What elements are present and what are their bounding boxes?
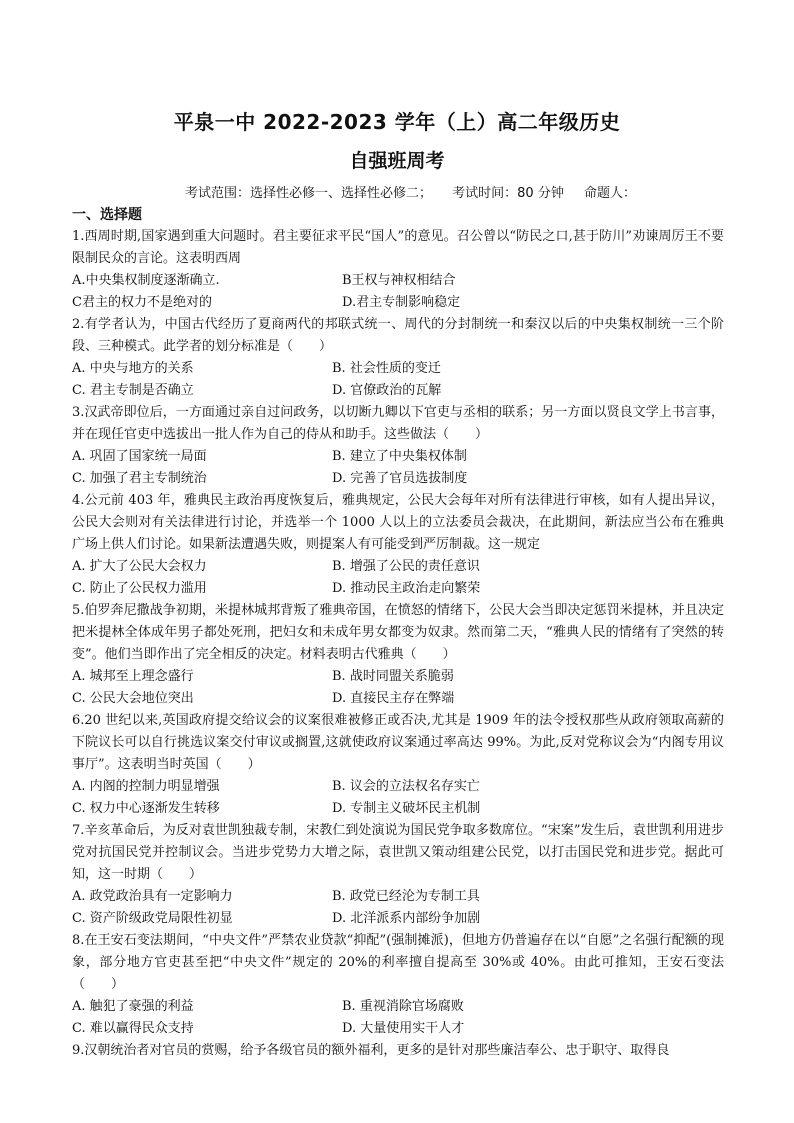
exam-scope: 考试范围：选择性必修一、选择性必修二； [185, 186, 433, 201]
option-a: A. 触犯了豪强的利益 [72, 999, 194, 1014]
question-4 [72, 490, 724, 600]
question-options [72, 666, 724, 710]
option-a: A. 中央与地方的关系 [72, 361, 194, 376]
question-7 [72, 820, 724, 930]
option-b: B. 重视消除官场腐败 [342, 999, 464, 1014]
option-b: B王权与神权相结合 [342, 273, 456, 288]
exam-title: 平泉一中 2022-2023 学年（上）高二年级历史 [173, 110, 621, 134]
option-b: B. 社会性质的变迁 [332, 361, 441, 376]
question-6 [72, 710, 724, 820]
option-c: C. 加强了君主专制统治 [72, 471, 207, 486]
question-9 [72, 1040, 724, 1062]
option-a: A.中央集权制度逐渐确立. [72, 273, 220, 288]
option-b: B. 战时同盟关系脆弱 [332, 669, 454, 684]
option-c: C君主的权力不是绝对的 [72, 295, 212, 310]
question-1 [72, 226, 724, 314]
question-options [72, 446, 724, 490]
option-b: B. 议会的立法权名存实亡 [332, 779, 480, 794]
question-stem: 8.在王安石变法期间，“中央文件”严禁农业贷款“抑配”(强制摊派)，但地方仍普遍存在以“自愿”之名强行配额的现象，部分地方官吏甚至把“中央文件”规定的 20%的利率擅自提高至 30%或 40%。由此可推知，王安石变法（ ） [72, 933, 724, 992]
option-d: D. 完善了官员选拔制度 [332, 471, 468, 486]
option-d: D. 官僚政治的瓦解 [332, 383, 442, 398]
question-stem: 2.有学者认为，中国古代经历了夏商两代的邦联式统一、周代的分封制统一和秦汉以后的中央集权制统一三个阶段、三种模式。此学者的划分标准是（ ） [72, 317, 724, 354]
option-d: D.君主专制影响稳定 [342, 295, 461, 310]
question-options [72, 776, 724, 820]
option-d: D. 大量使用实干人才 [342, 1021, 465, 1036]
option-a: A. 内阁的控制力明显增强 [72, 779, 220, 794]
option-b: B. 建立了中央集权体制 [332, 449, 467, 464]
option-c: C. 公民大会地位突出 [72, 691, 194, 706]
question-options [72, 270, 724, 314]
question-3 [72, 402, 724, 490]
question-stem: 4.公元前 403 年，雅典民主政治再度恢复后，雅典规定，公民大会每年对所有法律进行审核，如有人提出异议，公民大会则对有关法律进行讨论，并选举一个 1000 人以上的立法委员会裁决，在此期间，新法应当公布在雅典广场上供人们讨论。如果新法遭遇失败，则提案人有可能受到严厉制裁。这一规定 [72, 493, 724, 552]
question-stem: 1.西周时期,国家遇到重大问题时。君主要征求平民“国人”的意见。召公曾以“防民之口,甚于防川”劝谏周厉王不要限制民众的言论。这表明西周 [72, 229, 724, 266]
exam-subtitle: 自强班周考 [349, 150, 445, 172]
option-a: A. 城邦至上理念盛行 [72, 669, 194, 684]
option-b: B. 政党已经沦为专制工具 [332, 889, 480, 904]
question-2 [72, 314, 724, 402]
question-options [72, 996, 724, 1040]
section-title: 一、选择题 [72, 207, 142, 223]
option-a: A. 政党政治具有一定影响力 [72, 889, 233, 904]
option-a: A. 扩大了公民大会权力 [72, 559, 207, 574]
option-b: B. 增强了公民的责任意识 [332, 559, 480, 574]
question-options [72, 886, 724, 930]
option-d: D. 直接民主存在弊端 [332, 691, 455, 706]
option-c: C. 资产阶级政党局限性初显 [72, 911, 233, 926]
option-d: D. 北洋派系内部纷争加剧 [332, 911, 481, 926]
option-c: C. 难以赢得民众支持 [72, 1021, 194, 1036]
question-stem: 5.伯罗奔尼撒战争初期，米提林城邦背叛了雅典帝国，在愤怒的情绪下，公民大会当即决定惩罚米提林，并且决定把米提林全体成年男子都处死刑，把妇女和未成年男女都变为奴隶。然而第二天，“雅典人民的情绪有了突然的转变”。他们当即作出了完全相反的决定。材料表明古代雅典（ ） [72, 603, 724, 662]
question-stem: 7.辛亥革命后，为反对袁世凯独裁专制，宋教仁到处演说为国民党争取多数席位。“宋案”发生后，袁世凯利用进步党对抗国民党并控制议会。当进步党势力大增之际，袁世凯又策动组建公民党，以打击国民党和进步党。据此可知，这一时期（ ） [72, 823, 724, 882]
question-8 [72, 930, 724, 1040]
exam-author: 命题人： [583, 186, 636, 201]
exam-time: 考试时间：80 分钟 [452, 186, 564, 201]
question-stem: 9.汉朝统治者对官员的赏赐，给予各级官员的额外福利，更多的是针对那些廉洁奉公、忠于职守、取得良 [72, 1043, 670, 1058]
option-c: C. 权力中心逐渐发生转移 [72, 801, 220, 816]
exam-meta [185, 182, 652, 201]
option-d: D. 专制主义破坏民主机制 [332, 801, 481, 816]
question-stem: 3.汉武帝即位后，一方面通过亲自过问政务，以切断九卿以下官吏与丞相的联系；另一方面以贤良文学上书言事，并在现任官吏中选拔出一批人作为自己的侍从和助手。这些做法（ ） [72, 405, 724, 442]
option-c: C. 君主专制是否确立 [72, 383, 194, 398]
question-list [72, 226, 724, 1062]
option-a: A. 巩固了国家统一局面 [72, 449, 207, 464]
question-options [72, 556, 724, 600]
question-stem: 6.20 世纪以来,英国政府提交给议会的议案很难被修正或否决,尤其是 1909 年的法令授权那些从政府领取高薪的下院议长可以自行挑选议案交付审议或搁置,这就使政府议案通过率高达 99%。为此,反对党称议会为“内阁专用议事厅”。这表明当时英国（ ） [72, 713, 724, 772]
question-5 [72, 600, 724, 710]
question-options [72, 358, 724, 402]
option-d: D. 推动民主政治走向繁荣 [332, 581, 481, 596]
option-c: C. 防止了公民权力滥用 [72, 581, 207, 596]
